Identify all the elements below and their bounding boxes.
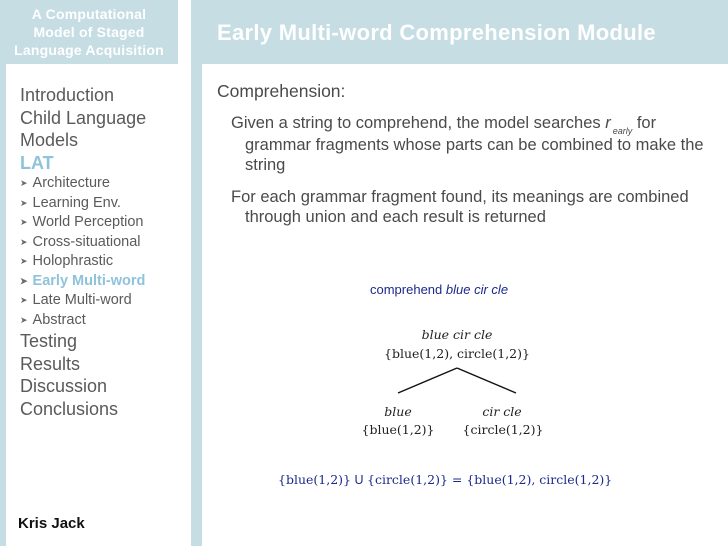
author-name: Kris Jack <box>18 515 85 532</box>
tree-root-meaning: {blue(1,2), circle(1,2)} <box>384 346 530 361</box>
nav-subitem-label: Abstract <box>32 311 86 328</box>
nav-item-lat[interactable]: LAT <box>20 152 54 173</box>
tree-right-words: cir cle <box>482 404 522 419</box>
arrow-bullet-icon: ➤ <box>20 275 28 286</box>
arrow-bullet-icon: ➤ <box>20 256 28 266</box>
slide-title: Early Multi-word Comprehension Module <box>217 20 656 45</box>
grammar-variable-subscript: early <box>612 126 633 136</box>
bullet-text: Given a string to comprehend, the model searches <box>231 114 601 132</box>
nav-subitem-label: Holophrastic <box>32 253 114 269</box>
nav-item-introduction[interactable]: Introduction <box>20 85 115 105</box>
tree-right-meaning: {circle(1,2)} <box>462 422 544 437</box>
arrow-bullet-icon: ➤ <box>20 295 28 305</box>
tree-left-words: blue <box>384 404 412 419</box>
nav-item-testing[interactable]: Testing <box>20 331 78 351</box>
tree-root-words: blue cir cle <box>421 327 493 342</box>
union-formula <box>278 472 612 487</box>
nav-item-results[interactable]: Results <box>20 353 81 374</box>
nav-item-conclusions[interactable]: Conclusions <box>20 398 119 419</box>
union-operator: U <box>354 473 364 487</box>
formula-left: {blue(1,2)} <box>278 472 351 487</box>
arrow-bullet-icon: ➤ <box>20 314 28 325</box>
nav-subitem-label: Cross-situational <box>32 233 141 250</box>
grammar-variable: r <box>605 114 611 132</box>
course-title-line-2: Model of Staged <box>33 24 145 40</box>
nav-subitem-label: Architecture <box>32 175 110 191</box>
nav-subitem-label: Late Multi-word <box>32 292 132 308</box>
example-label-string: blue cir cle <box>445 282 509 297</box>
bullet-text: for grammar fragments whose parts can be combined to make the string <box>245 114 704 174</box>
course-title-line-1: A Computational <box>31 6 147 22</box>
example-label-prefix: comprehend <box>370 282 443 297</box>
arrow-bullet-icon: ➤ <box>20 197 28 208</box>
tree-left-meaning: {blue(1,2)} <box>361 422 435 437</box>
bullet-union: For each grammar fragment found, its meanings are combined through union and each result is returned <box>231 188 689 226</box>
arrow-bullet-icon: ➤ <box>20 217 28 227</box>
nav-subitem-label: World Perception <box>32 214 144 230</box>
arrow-bullet-icon: ➤ <box>20 178 28 188</box>
nav-subitem-label: Learning Env. <box>32 194 121 211</box>
nav-item-discussion[interactable]: Discussion <box>20 376 108 396</box>
formula-right: {circle(1,2)} = {blue(1,2), circle(1,2)} <box>367 472 613 487</box>
nav-item-child-language-models[interactable]: Child Language Models <box>20 107 147 150</box>
nav-subitem-label: Early Multi-word <box>32 272 146 289</box>
arrow-bullet-icon: ➤ <box>20 236 28 247</box>
content-heading: Comprehension: <box>217 81 346 101</box>
course-title-line-3: Language Acquisition <box>14 42 164 58</box>
